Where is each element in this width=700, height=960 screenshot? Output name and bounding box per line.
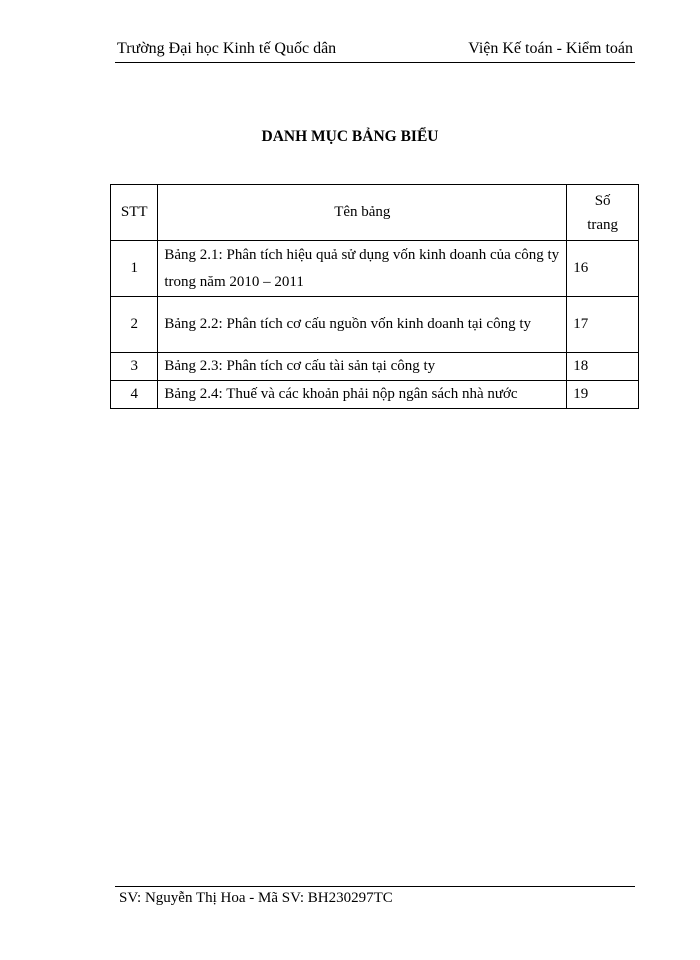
row-page: 16: [567, 241, 639, 297]
row-name: Bảng 2.3: Phân tích cơ cấu tài sản tại công ty: [158, 353, 567, 381]
header-page: [567, 185, 639, 241]
row-page: 18: [567, 353, 639, 381]
header-page-line1: Số: [594, 192, 611, 209]
row-stt: 1: [111, 241, 158, 297]
row-stt: 3: [111, 353, 158, 381]
row-name: Bảng 2.4: Thuế và các khoản phải nộp ngân sách nhà nước: [158, 381, 567, 409]
page-footer: [115, 886, 635, 907]
table-row: [111, 353, 639, 381]
row-page: 19: [567, 381, 639, 409]
header-page-line2: trang: [587, 216, 619, 233]
header-institute: Viện Kế toán - Kiểm toán: [468, 40, 633, 57]
header-name: Tên bảng: [158, 185, 567, 241]
header-stt: STT: [111, 185, 158, 241]
row-stt: 2: [111, 297, 158, 353]
table-row: [111, 381, 639, 409]
page-title: DANH MỤC BẢNG BIỂU: [261, 128, 439, 145]
page-header: [115, 38, 635, 63]
table-row: [111, 297, 639, 353]
header-university: Trường Đại học Kinh tế Quốc dân: [117, 40, 337, 57]
row-name: Bảng 2.2: Phân tích cơ cấu nguồn vốn kinh doanh tại công ty: [158, 297, 567, 353]
table-header-row: [111, 185, 639, 241]
row-stt: 4: [111, 381, 158, 409]
row-name: Bảng 2.1: Phân tích hiệu quả sử dụng vốn kinh doanh của công ty trong năm 2010 – 2011: [158, 241, 567, 297]
table-list: [110, 184, 639, 409]
table-row: [111, 241, 639, 297]
row-page: 17: [567, 297, 639, 353]
footer-student-info: SV: Nguyễn Thị Hoa - Mã SV: BH230297TC: [119, 890, 393, 906]
